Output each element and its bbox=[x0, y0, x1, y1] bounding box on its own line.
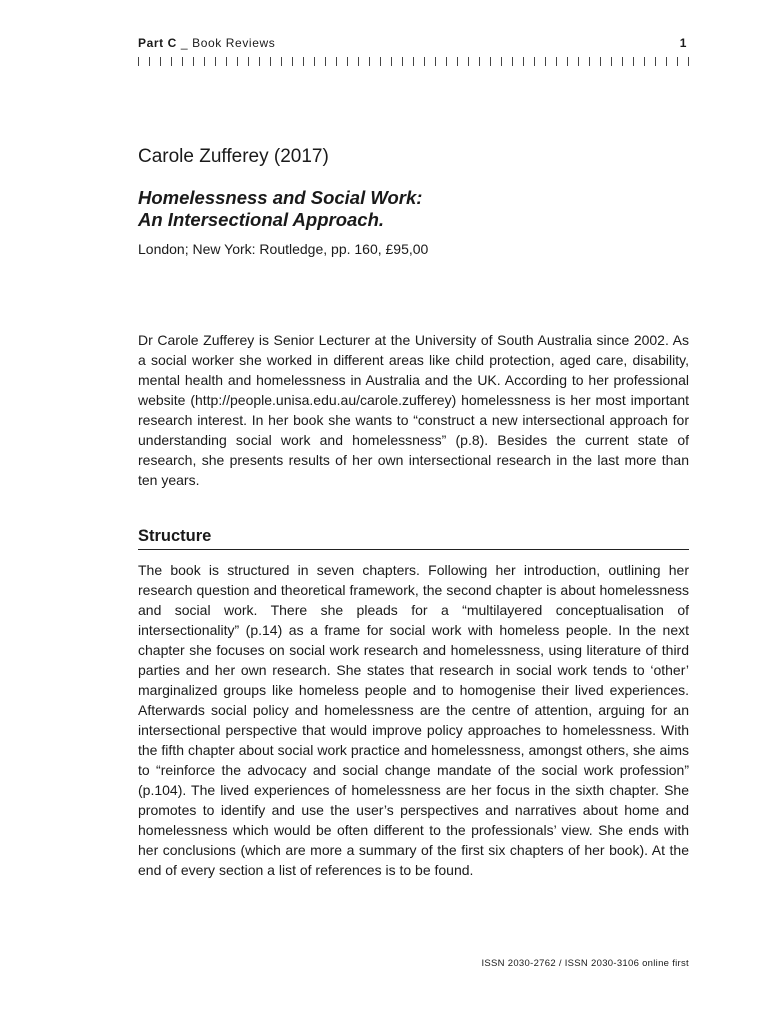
book-title-line-2: An Intersectional Approach. bbox=[138, 209, 385, 230]
publication-info: London; New York: Routledge, pp. 160, £95,00 bbox=[138, 241, 429, 257]
issn-footer: ISSN 2030-2762 / ISSN 2030-3106 online first bbox=[481, 958, 689, 969]
book-title-line-1: Homelessness and Social Work: bbox=[138, 187, 423, 208]
header-tick-rule bbox=[138, 57, 689, 66]
book-title bbox=[138, 187, 422, 231]
running-header bbox=[138, 36, 689, 50]
structure-paragraph: The book is structured in seven chapters. Following her introduction, outlining her research question and theoretical framework, the second chapter is about homelessness and social work. There she pleads for a “multilayered conceptualisation of intersectionality” (p.14) as a frame for social work with homeless people. In the next chapter she focuses on social work research and homelessness, using literature of third parties and her own research. She states that research in social work tends to ‘other’ marginalized groups like homeless people and to homogenise their lived experiences. Afterwards social policy and homelessness are the centre of attention, arguing for an intersectional perspective that would improve policy approaches to homelessness. With the fifth chapter about social work practice and homelessness, amongst others, she aims to “reinforce the advocacy and social change mandate of the social work profession” (p.104). The lived experiences of homelessness are her focus in the sixth chapter. She promotes to identify and use the user’s perspectives and narratives about home and homelessness which would be often different to the professionals’ view. She ends with her conclusions (which are more a summary of the first six chapters of her book). At the end of every section a list of references is to be found. bbox=[138, 562, 689, 878]
section-label: Book Reviews bbox=[192, 36, 276, 50]
section-heading-structure: Structure bbox=[138, 527, 689, 550]
header-separator: _ bbox=[180, 36, 189, 50]
document-page bbox=[138, 0, 689, 1024]
intro-paragraph: Dr Carole Zufferey is Senior Lecturer at the University of South Australia since 2002. As a social worker she worked in different areas like child protection, aged care, disability, mental health and homelessness in Australia and the UK. According to her professional website (http://people.unisa.edu.au/carole.zufferey) homelessness is her most important research interest. In her book she wants to “construct a new intersectional approach for understanding social work and homelessness” (p.8). Besides the current state of research, she presents results of her own intersectional research in the last more than ten years. bbox=[138, 332, 689, 488]
page-number: 1 bbox=[679, 36, 687, 50]
part-label: Part C bbox=[138, 36, 177, 50]
review-author: Carole Zufferey (2017) bbox=[138, 146, 329, 167]
